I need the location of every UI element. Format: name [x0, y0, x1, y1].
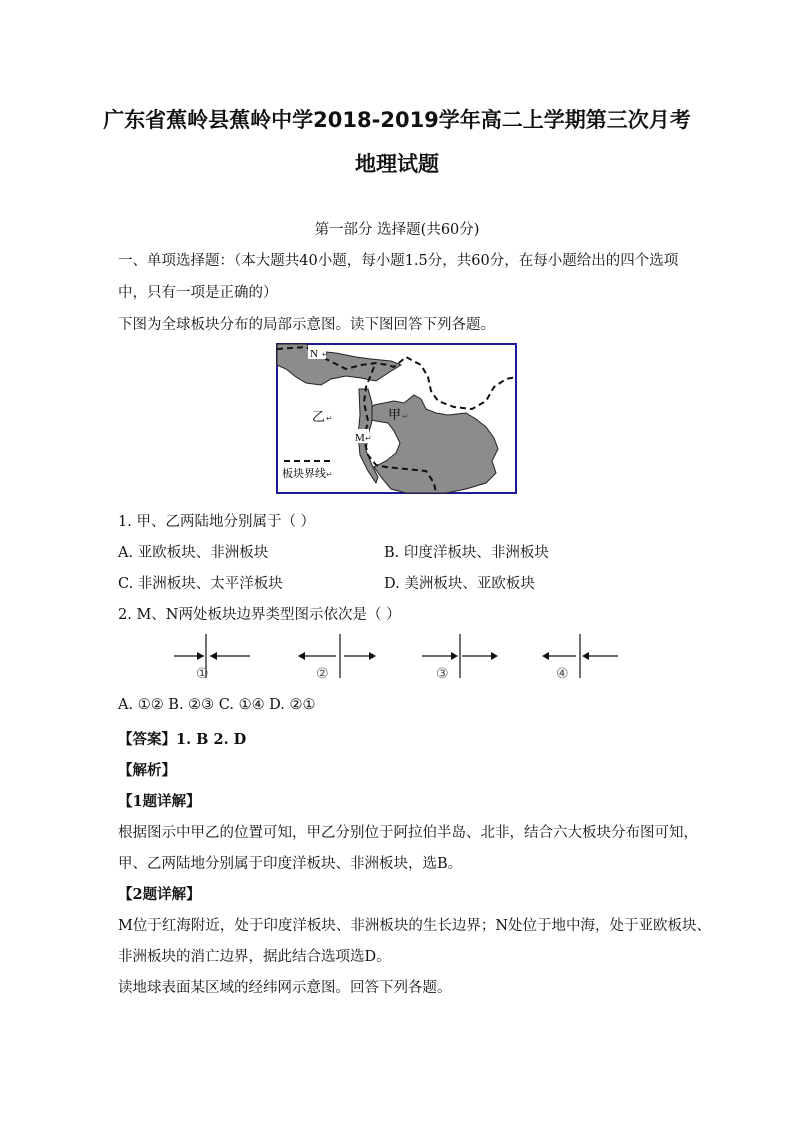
- detail-2-line-1: M位于红海附近，处于印度洋板块、非洲板块的生长边界；N处位于地中海，处于亚欧板块、: [118, 918, 712, 934]
- return-mark-yi: ↵: [326, 414, 333, 423]
- return-mark-legend: ↵: [326, 470, 333, 479]
- return-mark-m: ↵: [365, 434, 372, 443]
- legend-label: 板块界线: [282, 467, 326, 480]
- detail-1-line-1: 根据图示中甲乙的位置可知，甲乙分别位于阿拉伯半岛、北非，结合六大板块分布图可知，: [118, 825, 698, 841]
- q1-option-b: B. 印度洋板块、非洲板块: [384, 545, 549, 561]
- analysis-heading: 【解析】: [118, 762, 176, 779]
- q2-options: A. ①② B. ②③ C. ①④ D. ②①: [118, 697, 316, 713]
- diagram-label-2: ②: [316, 666, 329, 680]
- detail-1-heading: 【1题详解】: [118, 793, 201, 810]
- plate-map-figure: [276, 343, 517, 494]
- label-n: N: [310, 348, 318, 360]
- q1-stem: 1. 甲、乙两陆地分别属于（ ）: [118, 514, 316, 530]
- answer-line: 【答案】1. B 2. D: [118, 731, 247, 748]
- boundary-diagram-4: [540, 632, 620, 680]
- boundary-diagram-1: [172, 632, 252, 680]
- instruction-line-1: 一、单项选择题：（本大题共40小题，每小题1.5分，共60分，在每小题给出的四个选项: [118, 253, 679, 269]
- q1-option-d: D. 美洲板块、亚欧板块: [384, 576, 535, 592]
- section-heading: 第一部分 选择题(共60分): [314, 222, 480, 238]
- label-m: M: [355, 432, 365, 444]
- instruction-line-2: 中，只有一项是正确的）: [118, 285, 278, 301]
- detail-1-line-2: 甲、乙两陆地分别属于印度洋板块、非洲板块，选B。: [118, 856, 463, 872]
- label-yi: 乙: [312, 410, 326, 425]
- next-intro: 读地球表面某区域的经纬网示意图。回答下列各题。: [118, 980, 452, 996]
- page-subtitle: 地理试题: [355, 152, 439, 176]
- q1-option-a: A. 亚欧板块、非洲板块: [118, 545, 269, 561]
- detail-2-line-2: 非洲板块的消亡边界，据此结合选项选D。: [118, 949, 391, 965]
- boundary-diagram-3: [420, 632, 500, 680]
- diagram-label-4: ④: [556, 666, 569, 680]
- boundary-diagram-2: [296, 632, 376, 680]
- detail-2-heading: 【2题详解】: [118, 886, 201, 903]
- map-intro: 下图为全球板块分布的局部示意图。读下图回答下列各题。: [118, 317, 495, 333]
- label-jia: 甲: [388, 408, 402, 423]
- page-title: 广东省蕉岭县蕉岭中学2018-2019学年高二上学期第三次月考: [103, 108, 691, 132]
- diagram-label-3: ③: [436, 666, 449, 680]
- return-mark-n: ↵: [322, 350, 329, 359]
- q1-option-c: C. 非洲板块、太平洋板块: [118, 576, 283, 592]
- return-mark-jia: ↵: [402, 412, 409, 421]
- diagram-label-1: ①: [196, 666, 209, 680]
- q2-stem: 2. M、N两处板块边界类型图示依次是（ ）: [118, 607, 401, 623]
